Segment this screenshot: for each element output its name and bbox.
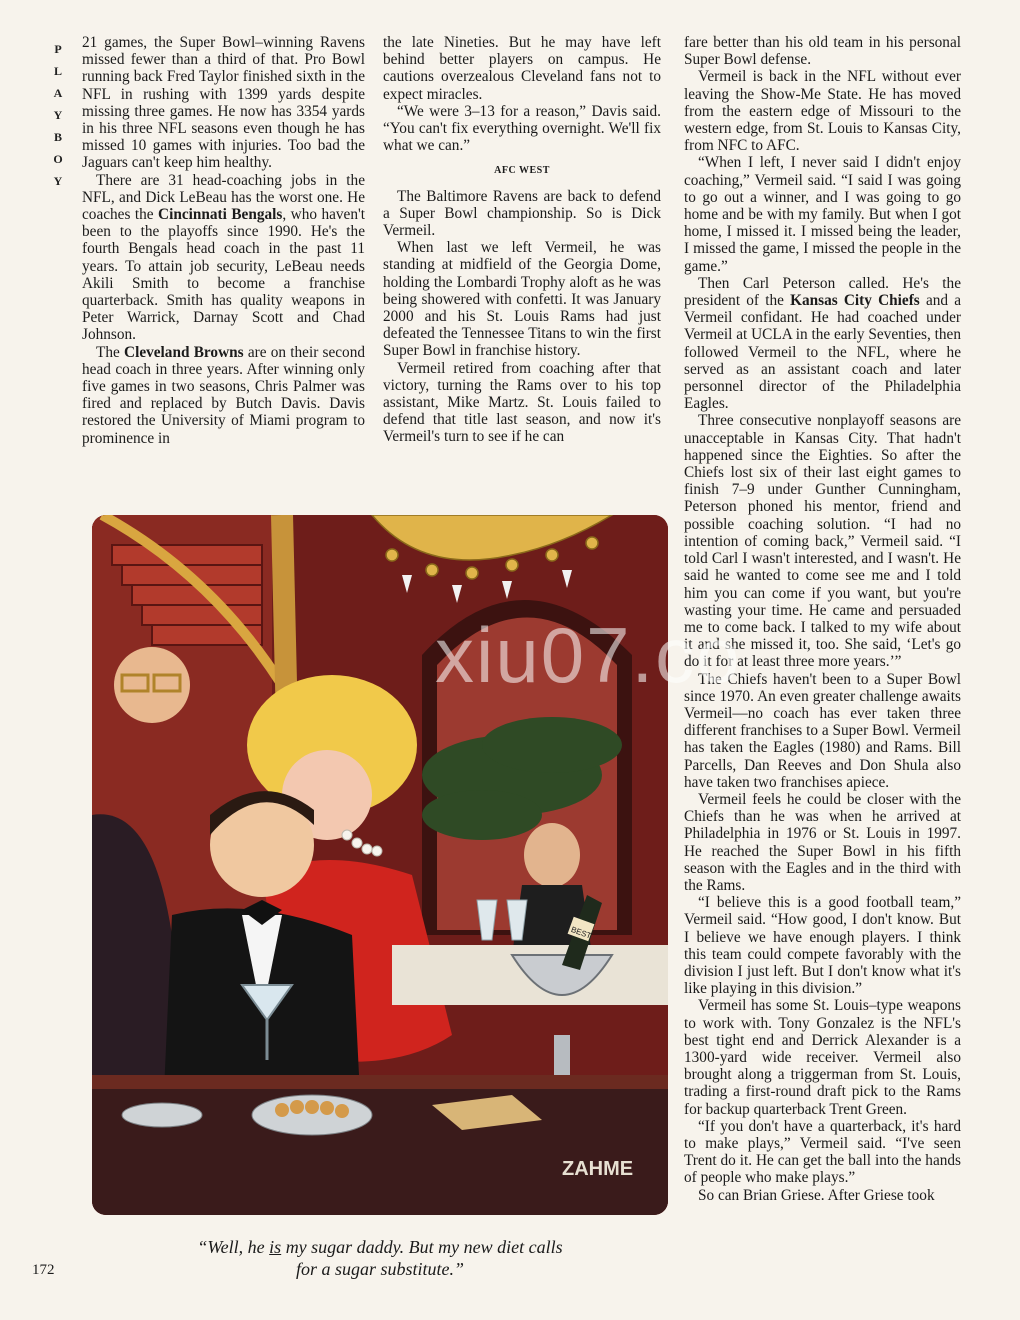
- brand-letter: O: [53, 152, 63, 166]
- watermark: xiu07.co: [435, 611, 742, 699]
- brand-letter: B: [53, 130, 62, 144]
- paragraph: The Baltimore Ravens are back to defend a Super Bowl championship. So is Dick Vermeil.: [383, 187, 661, 240]
- section-subhead: AFC WEST: [494, 165, 550, 177]
- paragraph: The Cleveland Browns are on their second head coach in three years. After winning only five games in two seasons, Chris Palmer was fired and replaced by Butch Davis. Davis restored the University of Miami program to prominence in: [82, 343, 365, 447]
- paragraph: Vermeil is back in the NFL without ever leaving the Show-Me State. He has moved from the eastern edge of Missouri to the western edge, from St. Louis to Kansas City, from NFC to AFC.: [684, 68, 961, 155]
- brand-letter: Y: [53, 174, 63, 188]
- paragraph: Vermeil feels he could be closer with the Chiefs than he was when he arrived at Philadelphia in 1976 or St. Louis in 1997. He reached the Super Bowl in his fifth season with the Eagles and in the third with the Rams.: [684, 790, 961, 894]
- paragraph: “We were 3–13 for a reason,” Davis said. “You can't fix everything overnight. We'll fix what we can.”: [383, 102, 661, 155]
- paragraph: “I believe this is a good football team,” Vermeil said. “How good, I don't know. But I believe we have enough players. I think this team could compete favorably with the division I just left. But I don't know what it's like playing in this division.”: [684, 894, 961, 998]
- artist-signature: ZAHME: [562, 1158, 634, 1180]
- paragraph: “If you don't have a quarterback, it's hard to make plays,” Vermeil said. “I've seen Trent do it. He can get the ball into the hands of people who make plays.”: [684, 1117, 961, 1187]
- paragraph: When last we left Vermeil, he was standing at midfield of the Georgia Dome, holding the Lombardi Trophy aloft as he was being showered with confetti. It was January 2000 and his St. Louis Rams had just defeated the Tennessee Titans to win the first Super Bowl in franchise history.: [383, 239, 661, 360]
- paragraph: 21 games, the Super Bowl–winning Ravens missed fewer than a third of that. Pro Bowl running back Fred Taylor finished sixth in the NFL in rushing with 1399 yards despite missing three games. He now has 3354 yards in his three NFL seasons even though he has missed 10 games with injuries. Too bad the Jaguars can't keep him healthy.: [82, 34, 365, 172]
- paragraph: Then Carl Peterson called. He's the president of the Kansas City Chiefs and a Vermeil confidant. He had coached under Vermeil at UCLA in the early Seventies, then followed Vermeil to the NFL, where he served as an assistant coach and later personnel director of the Philadelphia Eagles.: [684, 274, 962, 413]
- paragraph: So can Brian Griese. After Griese took: [698, 1186, 935, 1204]
- article-column-1: [82, 34, 365, 447]
- brand-letter: P: [54, 42, 62, 56]
- paragraph: the late Nineties. But he may have left behind better players on campus. He cautions overzealous Cleveland fans not to expect miracles.: [383, 34, 661, 103]
- page-number: 172: [32, 1262, 55, 1278]
- article-column-2: [383, 34, 661, 446]
- paragraph: Vermeil retired from coaching after that victory, turning the Rams over to his top assistant, Mike Martz. St. Louis failed to defend that title last season, and now it's Vermeil's turn to see if he can: [383, 359, 661, 446]
- paragraph: fare better than his old team in his personal Super Bowl defense.: [684, 34, 961, 69]
- brand-letter: A: [53, 86, 63, 100]
- paragraph: The Chiefs haven't been to a Super Bowl since 1970. An even greater challenge awaits Vermeil—no coach has ever taken three different franchises to a Super Bowl. Vermeil has taken the Eagles (1980) and Rams. Bill Parcells, Dan Reeves and Don Shula also have taken two franchises apiece.: [684, 670, 961, 791]
- brand-letter: L: [53, 64, 62, 78]
- paragraph: There are 31 head-coaching jobs in the NFL, and Dick LeBeau has the worst one. He coaches the Cincinnati Bengals, who haven't been to the playoffs since 1990. He's the fourth Bengals head coach in the past 11 years. To attain job security, LeBeau needs Akili Smith to become a franchise quarterback. Smith has quality weapons in Peter Warrick, Darnay Scott and Chad Johnson.: [82, 171, 365, 344]
- cartoon-caption: “Well, he is my sugar daddy. But my new diet calls for a sugar substitute.”: [197, 1237, 563, 1279]
- brand-letter: Y: [53, 108, 63, 122]
- paragraph: Three consecutive nonplayoff seasons are unacceptable in Kansas City. That hadn't happened since the Eighties. So after the Chiefs lost six of their last eight games to finish 7–9 under Gunther Cunningham, Peterson phoned his mentor, friend and possible coaching solution. “I had no intention of coming back,” Vermeil said. “I told Carl I wasn't interested, and I wasn't. He said he wanted to come see me and I told him you can come if you want, but you're wasting your time. He came and persuaded me to come back. I talked to my wife about it and she missed it, too. She said, ‘Let's go do it for at least three more years.’”: [684, 412, 961, 671]
- paragraph: Vermeil has some St. Louis–type weapons to work with. Tony Gonzalez is the NFL's best tight end and Derrick Alexander is a 1300-yard wide receiver. Vermeil also brought along a triggerman from St. Louis, trading a first-round draft pick to the Rams for backup quarterback Trent Green.: [684, 997, 961, 1118]
- magazine-brand-vertical: [50, 38, 66, 192]
- bottle-label: BEST: [569, 924, 593, 941]
- paragraph: “When I left, I never said I didn't enjoy coaching,” Vermeil said. “I said I was going to go out a winner, and I was going to go home and be with my family. But when I got home, I missed it. I missed being the leader, I missed the game, I missed the people in the game.”: [684, 154, 961, 275]
